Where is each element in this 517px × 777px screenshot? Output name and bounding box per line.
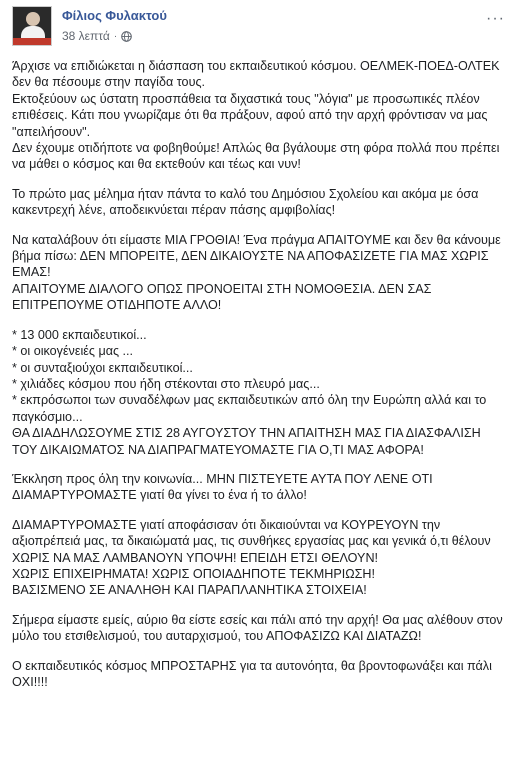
post-paragraph (12, 658, 508, 691)
post-meta (62, 29, 132, 43)
avatar-head (26, 12, 40, 26)
post-text-line: * 13 000 εκπαιδευτικοί... (12, 327, 147, 342)
post-text-line: Το πρώτο μας μέλημα ήταν πάντα το καλό του Δημόσιου Σχολείου και ακόμα με όσα κακεντρεχή λένε, αποδεικνύεται πέραν πάσης αμφιβολίας! (12, 186, 482, 218)
post-paragraph (12, 517, 508, 599)
post-text-line: Να καταλάβουν ότι είμαστε ΜΙΑ ΓΡΟΘΙΑ! Ένα πράγμα ΑΠΑΙΤΟΥΜΕ και δεν θα κάνουμε βήμα πίσω: ΔΕΝ ΜΠΟΡΕΙΤΕ, ΔΕΝ ΔΙΚΑΙΟΥΣΤΕ ΝΑ ΑΠΟΦΑΣΙΖΕΤΕ ΓΙΑ ΜΑΣ ΧΩΡΙΣ ΕΜΑΣ! (12, 232, 505, 280)
post-paragraph (12, 612, 508, 645)
post-text-line: ΧΩΡΙΣ ΕΠΙΧΕΙΡΗΜΑΤΑ! ΧΩΡΙΣ ΟΠΟΙΑΔΗΠΟΤΕ ΤΕΚΜΗΡΙΩΣΗ! (12, 566, 376, 581)
post-paragraph (12, 327, 508, 458)
post-body (12, 58, 508, 703)
post-text-line: * χιλιάδες κόσμου που ήδη στέκονται στο πλευρό μας... (12, 376, 320, 391)
post-text-line: Έκκληση προς όλη την κοινωνία... ΜΗΝ ΠΙΣΤΕΥΕΤΕ ΑΥΤΑ ΠΟΥ ΛΕΝΕ ΟΤΙ ΔΙΑΜΑΡΤΥΡΟΜΑΣΤΕ γιατί θα γίνει το ένα ή το άλλο! (12, 471, 436, 503)
globe-icon[interactable] (121, 31, 132, 42)
post-text-line: ΑΠΑΙΤΟΥΜΕ ΔΙΑΛΟΓΟ ΟΠΩΣ ΠΡΟΝΟΕΙΤΑΙ ΣΤΗ ΝΟΜΟΘΕΣΙΑ. ΔΕΝ ΣΑΣ ΕΠΙΤΡΕΠΟΥΜΕ ΟΤΙΔΗΠΟΤΕ ΑΛΛΟ! (12, 281, 435, 313)
author-name[interactable]: Φίλιος Φυλακτού (62, 8, 167, 23)
post-text-line: ΘΑ ΔΙΑΔΗΛΩΣΟΥΜΕ ΣΤΙΣ 28 ΑΥΓΟΥΣΤΟΥ ΤΗΝ ΑΠΑΙΤΗΣΗ ΜΑΣ ΓΙΑ ΔΙΑΣΦΑΛΙΣΗ ΤΟΥ ΔΙΚΑΙΩΜΑΤΟΣ ΝΑ ΔΙΑΠΡΑΓΜΑΤΕΥΟΜΑΣΤΕ ΓΙΑ Ο,ΤΙ ΜΑΣ ΑΦΟΡΑ! (12, 426, 485, 457)
post-paragraph (12, 58, 508, 173)
post-text-line: Ο εκπαιδευτικός κόσμος ΜΠΡΟΣΤΑΡΗΣ για τα αυτονόητα, θα βροντοφωνάξει και πάλι ΟΧΙ!!!! (12, 658, 496, 689)
avatar[interactable] (12, 6, 52, 46)
post-text-line: * οι συνταξιούχοι εκπαιδευτικοί... (12, 360, 193, 375)
post-text-line: ΒΑΣΙΣΜΕΝΟ ΣΕ ΑΝΑΛΗΘΗ ΚΑΙ ΠΑΡΑΠΛΑΝΗΤΙΚΑ ΣΤΟΙΧΕΙΑ! (12, 583, 367, 598)
post-timestamp[interactable]: 38 λεπτά (62, 29, 110, 43)
post-paragraph (12, 471, 508, 504)
post-paragraph (12, 232, 508, 314)
post-header (0, 0, 517, 58)
post-paragraph (12, 186, 508, 219)
post-text-line: Εκτοξεύουν ως ύστατη προσπάθεια τα διχαστικά τους "λόγια" με προσωπικές πλέον επιθέσεις. Κάτι που γνωρίζαμε ότι θα πράξουν, αφού από την αρχή φρόντισαν να μας "απειλήσουν". (12, 91, 491, 139)
post-text-line: Σήμερα είμαστε εμείς, αύριο θα είστε εσείς και πάλι από την αρχή! Θα μας αλέθουν στον μύλο του ετσιθελισμού, του αυταρχισμού, του ΑΠΟΦΑΣΙΖΩ ΚΑΙ ΔΙΑΤΑΖΩ! (12, 612, 507, 644)
post-text-line: Δεν έχουμε οτιδήποτε να φοβηθούμε! Απλώς θα βγάλουμε στη φόρα πολλά που πρέπει να μάθει ο κόσμος και θα εκτεθούν και τέως και νυν! (12, 141, 503, 172)
more-options-icon[interactable]: ··· (486, 10, 505, 27)
post-text-line: * οι οικογένειές μας ... (12, 344, 134, 359)
meta-separator: · (113, 30, 118, 42)
post-text-line: ΔΙΑΜΑΡΤΥΡΟΜΑΣΤΕ γιατί αποφάσισαν ότι δικαιούνται να ΚΟΥΡΕΥΟΥΝ την αξιοπρέπειά μας, τα δικαιώματά μας, τις συνθήκες εργασίας μας και γενικά ό,τι θέλουν ΧΩΡΙΣ ΝΑ ΜΑΣ ΛΑΜΒΑΝΟΥΝ ΥΠΟΨΗ! ΕΠΕΙΔΗ ΕΤΣΙ ΘΕΛΟΥΝ! (12, 517, 495, 565)
avatar-banner (13, 38, 52, 45)
post-text-line: * εκπρόσωποι των συναδέλφων μας εκπαιδευτικών από όλη την Ευρώπη αλλά και το παγκόσμιο... (12, 393, 490, 424)
post-text-line: Άρχισε να επιδιώκεται η διάσπαση του εκπαιδευτικού κόσμου. ΟΕΛΜΕΚ-ΠΟΕΔ-ΟΛΤΕΚ δεν θα πέσουμε στην παγίδα τους. (12, 59, 503, 90)
